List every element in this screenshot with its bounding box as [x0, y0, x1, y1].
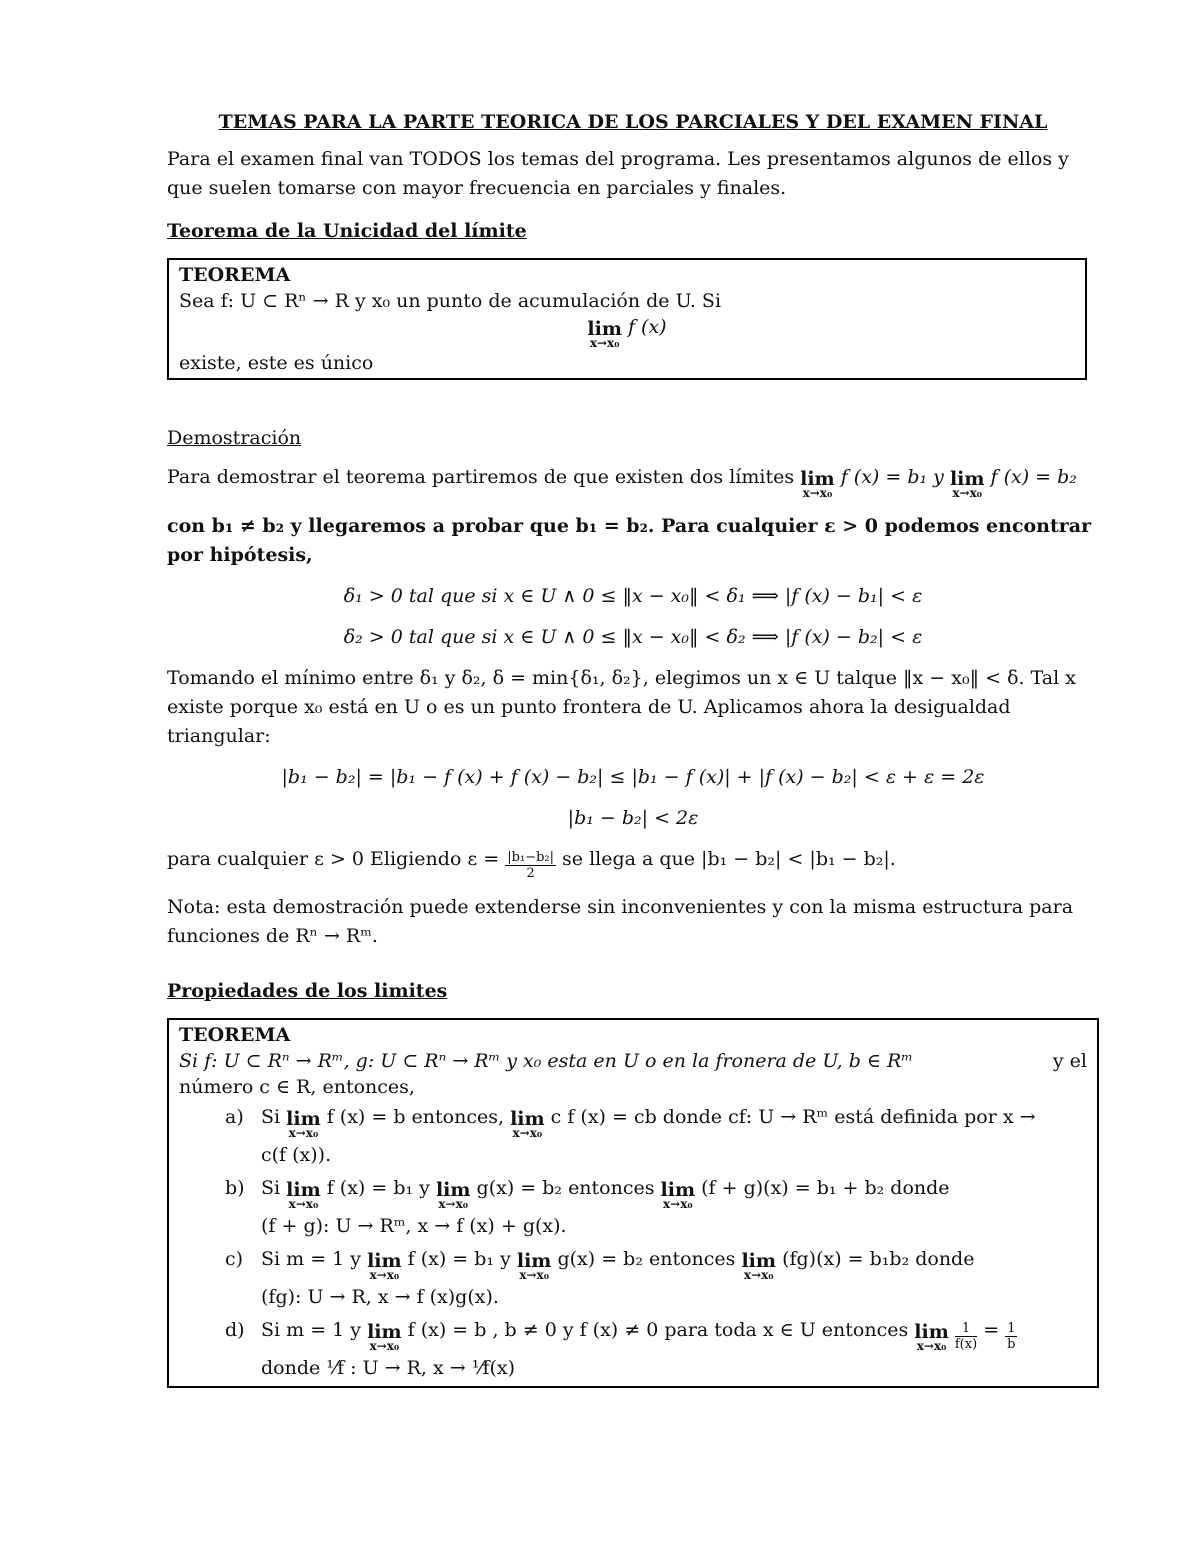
fraction: $\frac{1}{b}$: [1007, 1321, 1016, 1352]
list-item: b) Si lim x→x₀ f (x) = b₁ y lim x→x₀ g(x) = b₂ entonces lim x→x₀ (f + g)(x) = b₁ + b₂ donde (f + g): U → Rᵐ, x → f (x) + g(x).: [225, 1177, 950, 1237]
equation-delta-1: δ₁ > 0 tal que si x ∈ U ∧ 0 ≤ ‖x − x₀‖ < δ₁ ⟹ |f (x) − b₁| < ε: [343, 585, 923, 607]
demo-paragraph-3: Tomando el mínimo entre δ₁ y δ₂, δ = min{δ₁, δ₂}, elegimos un x ∈ U talque ‖x − x₀‖ < δ. Tal x existe porque x₀ está en U o es un punto frontera de U. Aplicamos ahora la desigualdad triangular:: [167, 667, 1076, 747]
demo-paragraph-1: Para demostrar el teorema partiremos de que existen dos límites lim x→x₀ f (x) = b₁ y lim x→x₀ f (x) = b₂: [167, 466, 1077, 500]
theorem-statement-line: Sea f: U ⊂ Rⁿ → R y x₀ un punto de acumulación de U. Si: [179, 290, 722, 312]
limit-operator: lim x→x₀: [516, 1250, 552, 1282]
document-page: [167, 108, 1099, 1388]
limit-operator: lim x→x₀: [949, 468, 985, 500]
theorem-conclusion: existe, este es único: [179, 352, 374, 374]
theorem-label: TEOREMA: [179, 1024, 291, 1046]
demo-paragraph-2: con b₁ ≠ b₂ y llegaremos a probar que b₁ = b₂. Para cualquier ε > 0 podemos encontrar por hipótesis,: [167, 515, 1092, 566]
equation-delta-2: δ₂ > 0 tal que si x ∈ U ∧ 0 ≤ ‖x − x₀‖ < δ₂ ⟹ |f (x) − b₂| < ε: [343, 626, 923, 648]
list-item: d) Si m = 1 y lim x→x₀ f (x) = b , b ≠ 0 y f (x) ≠ 0 para toda x ∈ U entonces lim x→x₀ $\frac{1}{f(x)}$ = $\frac{1}{b}$ donde ¹⁄f : U → R, x → ¹⁄f(x): [225, 1319, 1016, 1379]
equation-triangle-inequality: |b₁ − b₂| = |b₁ − f (x) + f (x) − b₂| ≤ |b₁ − f (x)| + |f (x) − b₂| < ε + ε = 2ε: [281, 766, 985, 788]
note-paragraph: Nota: esta demostración puede extenderse sin inconvenientes y con la misma estructura para funciones de Rⁿ → Rᵐ.: [167, 896, 1074, 947]
demo-paragraph-4: para cualquier ε > 0 Eligiendo ε = $\frac{\text{|b₁−b₂|}}{2}$ se llega a que |b₁ − b₂| < |b₁ − b₂|.: [167, 848, 896, 881]
limit-operator: lim x→x₀: [510, 1108, 545, 1140]
section-heading-properties: Propiedades de los limites: [167, 980, 448, 1002]
intro-paragraph: Para el examen final van TODOS los temas del programa. Les presentamos algunos de ellos y que suelen tomarse con mayor frecuencia en parciales y finales.: [167, 148, 1069, 199]
limit-operator: lim x→x₀: [435, 1179, 471, 1211]
fraction: $\frac{\text{|b₁−b₂|}}{2}$: [507, 850, 554, 881]
limit-operator: lim x→x₀: [286, 1179, 321, 1211]
theorem-statement-line: Si f: U ⊂ Rⁿ → Rᵐ, g: U ⊂ Rⁿ → Rᵐ y x₀ esta en U o en la fronera de U, b ∈ Rᵐ y el: [179, 1050, 1087, 1072]
limit-operator: lim x→x₀: [914, 1321, 949, 1353]
properties-list: [179, 1102, 1087, 1384]
fraction: $\frac{1}{f(x)}$: [954, 1321, 978, 1352]
list-item: a) Si lim x→x₀ f (x) = b entonces, lim x→x₀ c f (x) = cb donde cf: U → Rᵐ está definida por x → c(f (x)).: [225, 1106, 1036, 1166]
limit-operator: lim x→x₀: [800, 468, 835, 500]
limit-operator: lim x→x₀: [660, 1179, 696, 1211]
limit-operator: lim x→x₀: [587, 318, 622, 350]
limit-operator: lim x→x₀: [367, 1321, 402, 1353]
theorem-box-uniqueness: [167, 258, 1087, 380]
equation-bound: |b₁ − b₂| < 2ε: [567, 807, 699, 829]
list-item: c) Si m = 1 y lim x→x₀ f (x) = b₁ y lim x→x₀ g(x) = b₂ entonces lim x→x₀ (fg)(x) = b₁b₂ donde (fg): U → R, x → f (x)g(x).: [225, 1248, 975, 1308]
theorem-label: TEOREMA: [179, 264, 291, 286]
demo-heading: Demostración: [167, 427, 302, 449]
limit-operator: lim x→x₀: [286, 1108, 321, 1140]
section-heading-uniqueness: Teorema de la Unicidad del límite: [167, 220, 527, 242]
theorem-limit-expression: lim x→x₀ f (x): [587, 316, 667, 350]
limit-operator: lim x→x₀: [741, 1250, 777, 1282]
theorem-statement-line: número c ∈ R, entonces,: [179, 1076, 415, 1098]
limit-operator: lim x→x₀: [367, 1250, 402, 1282]
page-title: TEMAS PARA LA PARTE TEORICA DE LOS PARCIALES Y DEL EXAMEN FINAL: [218, 111, 1048, 133]
theorem-box-properties: [167, 1018, 1099, 1388]
